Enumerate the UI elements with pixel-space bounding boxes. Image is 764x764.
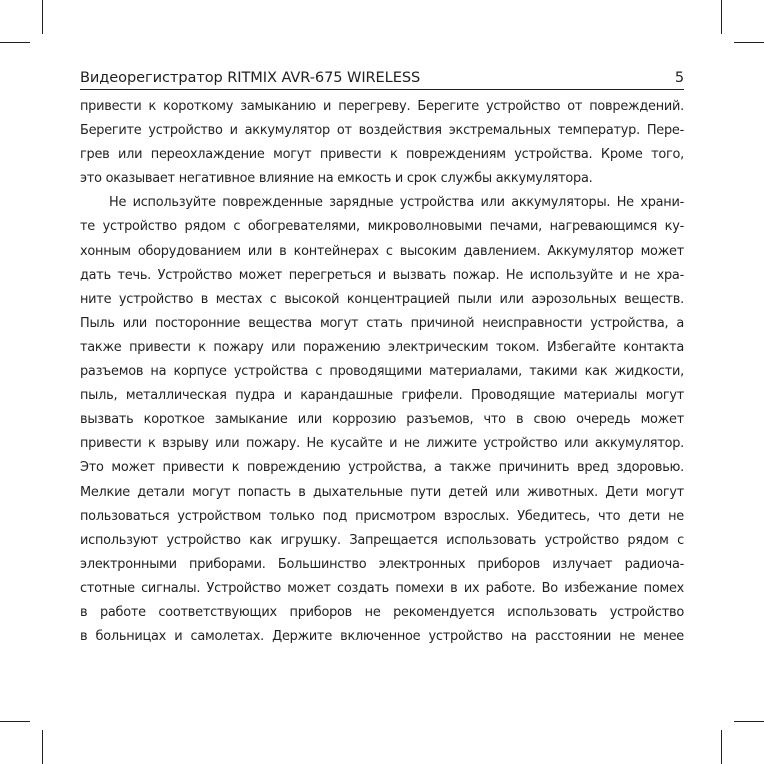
text-line: дать течь. Устройство может перегреться и вызвать пожар. Не используйте и не хра- [80, 267, 684, 283]
paragraph [80, 191, 684, 649]
text-line: вызвать короткое замыкание или коррозию разъемов, что в свою очередь может [80, 412, 684, 428]
text-line: также привести к пожару или поражению электрическим током. Избегайте контакта [80, 339, 684, 355]
text-line: используют устройство как игрушку. Запрещается использовать устройство рядом с [80, 532, 684, 548]
header-divider [80, 89, 684, 90]
text-line: те устройство рядом с обогревателями, микроволновыми печами, нагревающимся ку- [80, 219, 684, 235]
crop-mark-bottom-right [734, 721, 764, 722]
text-line: в больницах и самолетах. Держите включенное устройство на расстоянии не менее [80, 629, 684, 645]
text-line: ните устройство в местах с высокой концентрацией пыли или аэрозольных веществ. [80, 291, 684, 307]
page-number: 5 [674, 69, 684, 86]
crop-mark-bottom-left [42, 730, 43, 764]
text-line: привести к короткому замыканию и перегреву. Берегите устройство от повреждений. [80, 99, 684, 114]
crop-mark-bottom-right [721, 730, 722, 764]
crop-mark-top-left [42, 0, 43, 34]
crop-mark-top-right [721, 0, 722, 34]
page-header [80, 64, 684, 86]
page-title: Видеорегистратор RITMIX AVR-675 WIRELESS [80, 69, 421, 86]
text-line: Это может привести к повреждению устройства, а также причинить вред здоровью. [80, 460, 684, 476]
text-line: электронными приборами. Большинство электронных приборов излучает радиоча- [80, 556, 684, 572]
text-line: привести к взрыву или пожару. Не кусайте и не лижите устройство или аккумулятор. [80, 436, 684, 452]
text-line: в работе соответствующих приборов не рекомендуется использовать устройство [80, 604, 684, 620]
crop-mark-top-left [0, 42, 30, 43]
text-line: Мелкие детали могут попасть в дыхательные пути детей или животных. Дети могут [80, 484, 684, 500]
crop-mark-top-right [734, 42, 764, 43]
text-line: пользоваться устройством только под присмотром взрослых. Убедитесь, что дети не [80, 508, 684, 524]
body-text [80, 95, 684, 649]
crop-mark-bottom-left [0, 721, 30, 722]
text-line: Берегите устройство и аккумулятор от воздействия экстремальных температур. Пере- [80, 123, 684, 139]
text-line: Пыль или посторонние вещества могут стать причиной неисправности устройства, а [80, 315, 684, 331]
text-line: Не используйте поврежденные зарядные устройства или аккумуляторы. Не храни- [109, 195, 684, 211]
text-line: пыль, металлическая пудра и карандашные грифели. Проводящие материалы могут [80, 388, 684, 404]
text-line: хонным оборудованием или в контейнерах с высоким давлением. Аккумулятор может [80, 243, 684, 259]
paragraph [80, 95, 684, 191]
text-line: грев или переохлаждение могут привести к повреждениям устройства. Кроме того, [80, 147, 684, 163]
text-line: разъемов на корпусе устройства с проводящими материалами, такими как жидкости, [80, 364, 684, 380]
text-line: это оказывает негативное влияние на емкость и срок службы аккумулятора. [80, 171, 593, 187]
text-line: стотные сигналы. Устройство может создать помехи в их работе. Во избежание помех [80, 580, 684, 596]
